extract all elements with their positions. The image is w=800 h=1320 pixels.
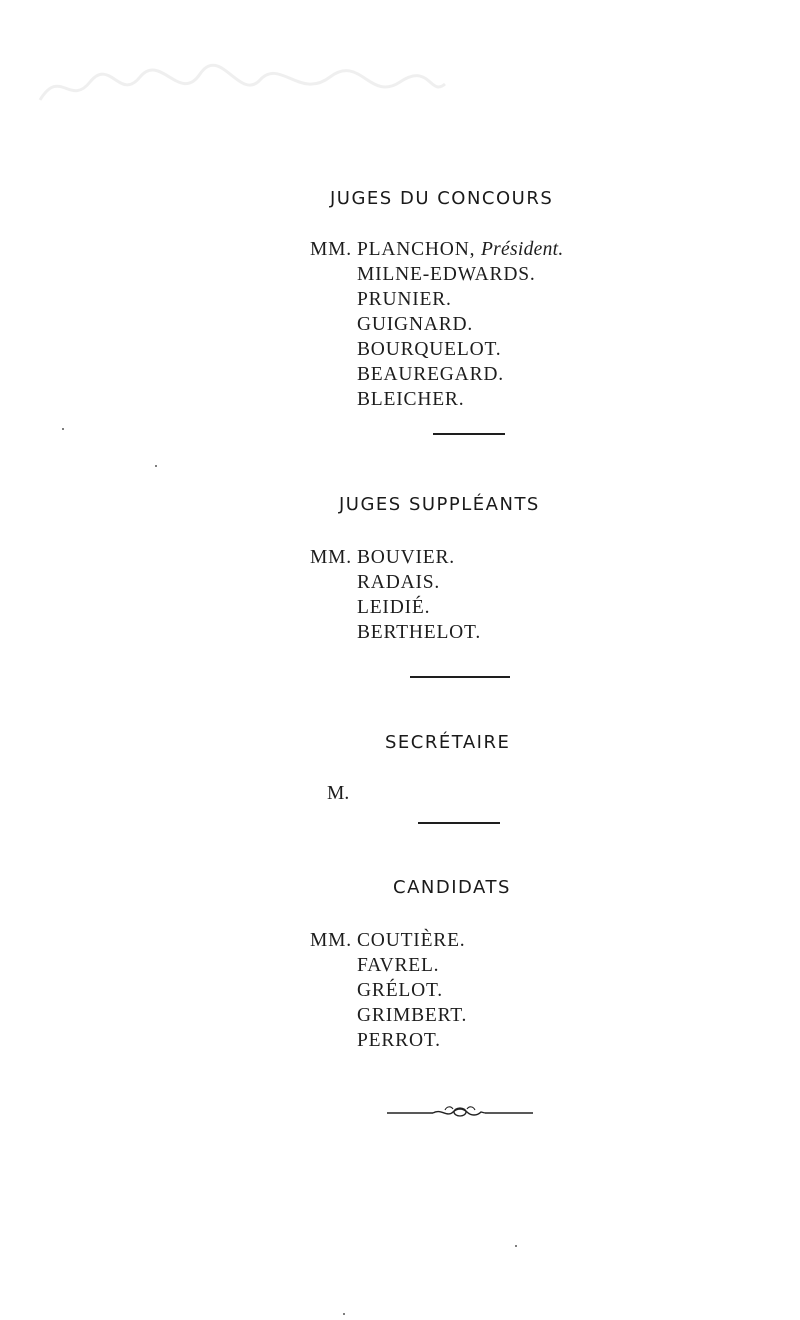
juges-name: GUIGNARD. — [357, 314, 474, 335]
paper-speck — [343, 1313, 345, 1315]
candidats-name: FAVREL. — [357, 955, 440, 976]
juges-name: BEAUREGARD. — [357, 364, 504, 385]
candidats-name: GRÉLOT. — [357, 980, 443, 1001]
candidats-heading: CANDIDATS — [393, 877, 511, 898]
candidats-name: COUTIÈRE. — [357, 930, 466, 951]
juges-heading: JUGES DU CONCOURS — [330, 188, 554, 209]
candidats-name: PERROT. — [357, 1030, 441, 1051]
paper-speck — [515, 1245, 517, 1247]
secretaire-name: M. — [327, 783, 350, 804]
section-divider — [410, 676, 510, 678]
suppleants-name: BERTHELOT. — [357, 622, 481, 643]
section-divider — [418, 822, 500, 824]
secretaire-heading: SECRÉTAIRE — [385, 732, 511, 753]
suppleants-name: LEIDIÉ. — [357, 597, 431, 618]
juges-president-line — [357, 237, 564, 262]
candidats-prefix: MM. — [310, 930, 352, 951]
juges-name: MILNE-EDWARDS. — [357, 264, 536, 285]
juges-president-name: PLANCHON, — [357, 239, 476, 260]
juges-president-role: Président. — [480, 239, 564, 260]
suppleants-heading: JUGES SUPPLÉANTS — [339, 494, 540, 515]
fleuron-ornament-icon — [385, 1100, 535, 1124]
paper-speck — [155, 465, 157, 467]
candidats-name: GRIMBERT. — [357, 1005, 468, 1026]
paper-speck — [62, 428, 64, 430]
juges-prefix: MM. — [310, 239, 352, 260]
juges-name: BOURQUELOT. — [357, 339, 502, 360]
juges-name: PRUNIER. — [357, 289, 452, 310]
juges-name: BLEICHER. — [357, 389, 465, 410]
library-shelf-mark — [30, 62, 450, 112]
suppleants-name: BOUVIER. — [357, 547, 455, 568]
section-divider — [433, 433, 505, 435]
suppleants-prefix: MM. — [310, 547, 352, 568]
suppleants-name: RADAIS. — [357, 572, 441, 593]
